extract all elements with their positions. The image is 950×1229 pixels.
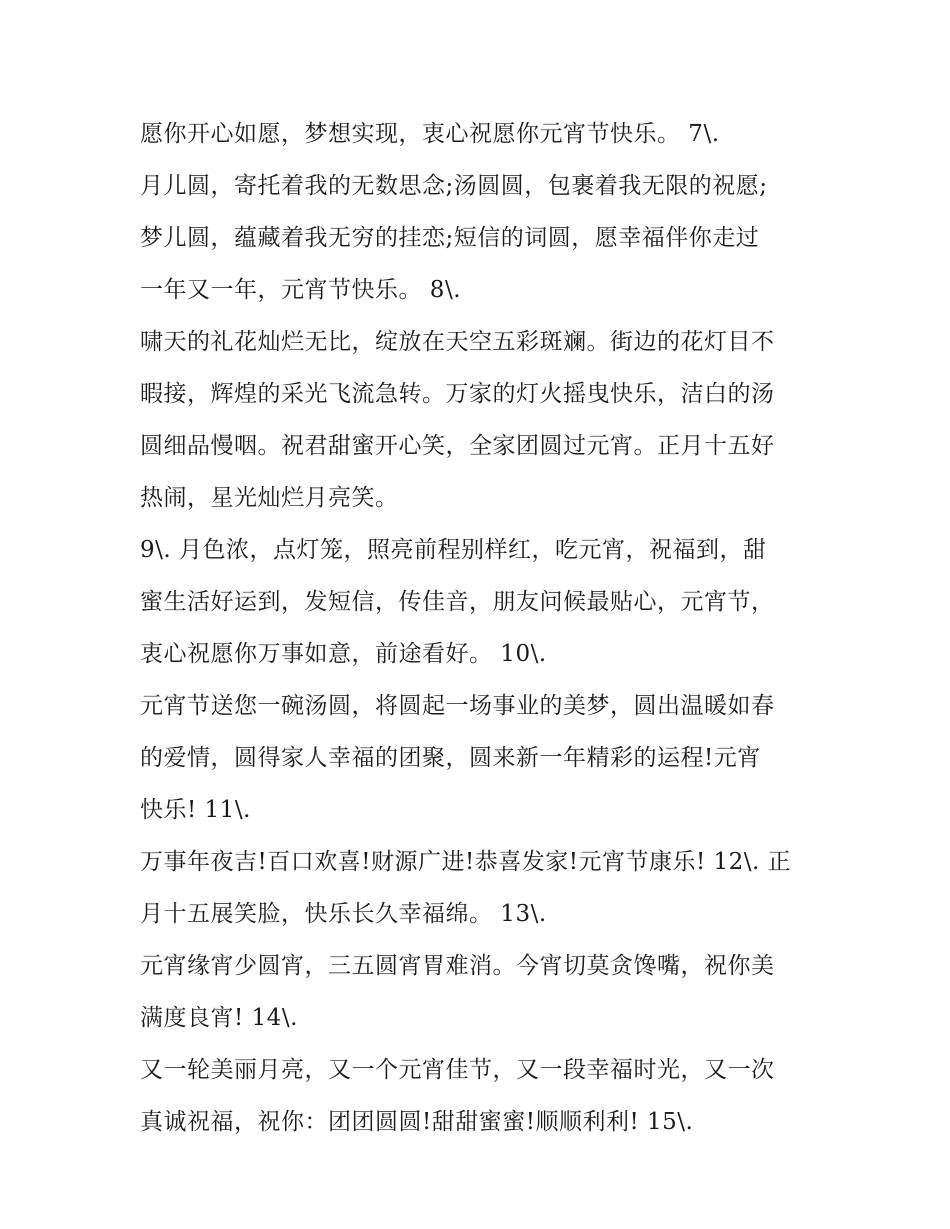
text-line: 9\. 月色浓，点灯笼，照亮前程别样红，吃元宵，祝福到，甜 [140, 537, 767, 563]
text-line: 蜜生活好运到，发短信，传佳音，朋友问候最贴心，元宵节， [140, 589, 775, 615]
text-line: 一年又一年，元宵节快乐。 8\. [140, 277, 462, 303]
text-line: 满度良宵! 14\. [140, 1005, 298, 1031]
text-line: 月儿圆，寄托着我的无数思念;汤圆圆，包裹着我无限的祝愿; [140, 173, 768, 199]
text-line: 月十五展笑脸，快乐长久幸福绵。 13\. [140, 901, 547, 927]
text-line: 衷心祝愿你万事如意，前途看好。 10\. [140, 641, 547, 667]
text-line: 的爱情，圆得家人幸福的团聚，圆来新一年精彩的运程!元宵 [140, 745, 761, 771]
text-line: 真诚祝福，祝你：团团圆圆!甜甜蜜蜜!顺顺利利! 15\. [140, 1109, 694, 1135]
text-line: 元宵节送您一碗汤圆，将圆起一场事业的美梦，圆出温暖如春 [140, 693, 775, 719]
text-line: 又一轮美丽月亮，又一个元宵佳节，又一段幸福时光，又一次 [140, 1057, 775, 1083]
text-line: 啸天的礼花灿烂无比，绽放在天空五彩斑斓。街边的花灯目不 [140, 329, 775, 355]
text-line: 万事年夜吉!百口欢喜!财源广进!恭喜发家!元宵节康乐! 12\. 正 [140, 849, 792, 875]
text-line: 暇接，辉煌的采光飞流急转。万家的灯火摇曳快乐，洁白的汤 [140, 381, 775, 407]
text-line: 圆细品慢咽。祝君甜蜜开心笑，全家团圆过元宵。正月十五好 [140, 433, 775, 459]
text-line: 元宵缘宵少圆宵，三五圆宵胃难消。今宵切莫贪馋嘴，祝你美 [140, 953, 775, 979]
text-line: 梦儿圆，蕴藏着我无穷的挂恋;短信的词圆，愿幸福伴你走过 [140, 225, 760, 251]
text-line: 愿你开心如愿，梦想实现，衷心祝愿你元宵节快乐。 7\. [140, 121, 720, 147]
text-line: 热闹，星光灿烂月亮笑。 [140, 485, 399, 511]
document-body [140, 108, 820, 1148]
text-line: 快乐! 11\. [140, 797, 251, 823]
